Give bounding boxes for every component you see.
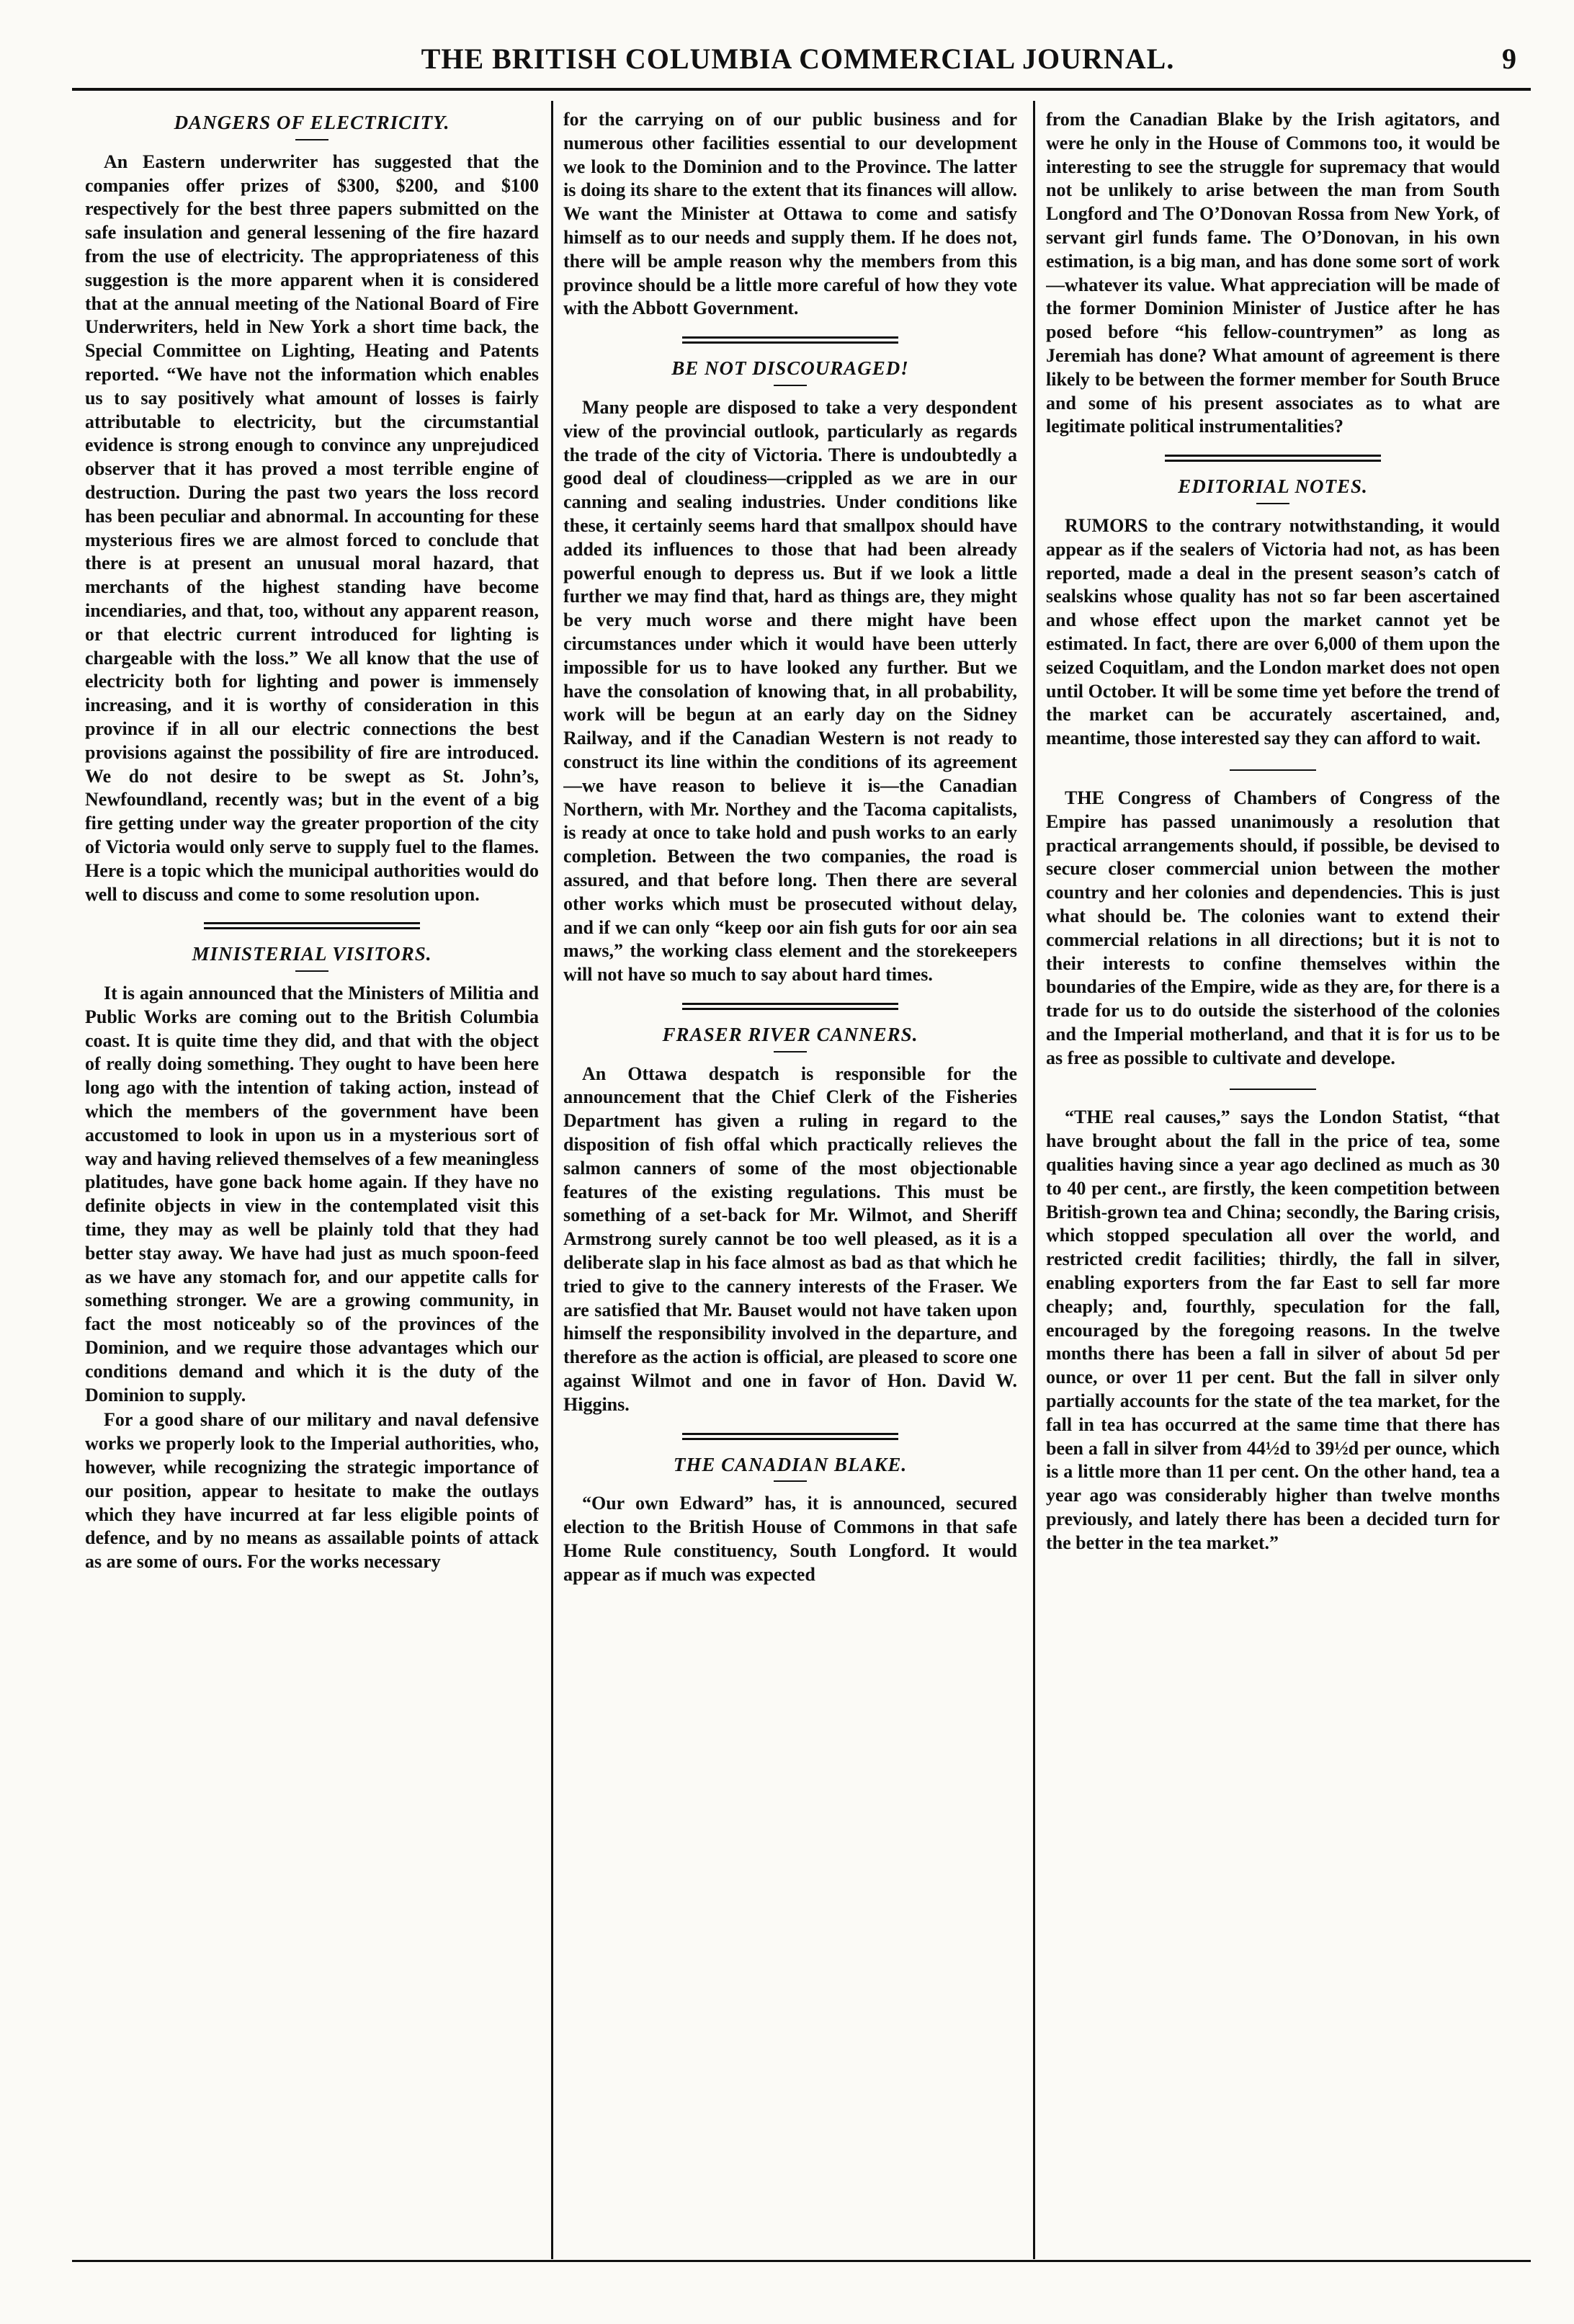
column-2 bbox=[563, 108, 1017, 2245]
editorial-note-3: “THE real causes,” says the London Statist, “that have brought about the fall in the price of tea, some qualities having since a year ago declined as much as 30 to 40 per cent., are firstly, the keen competition between British-grown tea and China; secondly, the Baring crisis, which stopped speculation all over the world, and restricted credit facilities; thirdly, the fall in silver, enabling exporters from the far East to sell far more cheaply; and, fourthly, speculation for the fall, encouraged by the foregoing reasons. In the twelve months there has been a fall in silver of about 5d per ounce, or over 11 per cent. But the fall in silver only partially accounts for the state of the tea market, for the fall in tea has occurred at the same time that there has been a fall in silver from 44½d to 39½d per ounce, which is a little more than 11 per cent. On the other hand, tea a year ago was considerably higher than twelve months previously, and lately there has been a decided turn for the better in the tea market.” bbox=[1046, 1107, 1500, 1553]
note-separator bbox=[1230, 769, 1316, 771]
heading-dash bbox=[1256, 503, 1289, 504]
article-separator bbox=[204, 922, 420, 929]
heading-be-not-discouraged: BE NOT DISCOURAGED! bbox=[671, 357, 909, 380]
heading-dash bbox=[774, 385, 807, 386]
column-divider-1 bbox=[551, 101, 553, 2259]
journal-title: THE BRITISH COLUMBIA COMMERCIAL JOURNAL. bbox=[421, 43, 1175, 75]
article-discouraged-body: Many people are disposed to take a very despondent view of the provincial outlook, particularly as regards the trade of the city of Victoria. There is undoubtedly a good deal of cloudiness—crippled as we are in our canning and sealing industries. Under conditions like these, it certainly seems hard that smallpox should have added its influences to those that had been already powerful enough to depress us. But if we look a little further we may find that, hard as things are, they might be very much worse and there might have been circumstances under which it would have been utterly impossible for us to have looked any further. But we have the consolation of knowing that, in all probability, work will be begun at an early day on the Sidney Railway, and if the Canadian Western is not ready to construct its line within the conditions of its agreement—we have reason to believe it is—the Canadian Northern, with Mr. Northey and the Tacoma capitalists, is ready at once to take hold and push works to an early completion. Between the two companies, the road is assured, and that before long. Then there are several other works which must be prosecuted without delay, and if we can only “keep oor ain fish guts for oor ain sea maws,” the working class element and the storekeepers will not have so much to say about hard times. bbox=[563, 396, 1017, 986]
heading-the-canadian-blake: THE CANADIAN BLAKE. bbox=[673, 1453, 908, 1475]
article-separator bbox=[1165, 455, 1381, 462]
heading-fraser-river-canners: FRASER RIVER CANNERS. bbox=[662, 1023, 918, 1045]
heading-dangers-of-electricity: DANGERS OF ELECTRICITY. bbox=[174, 112, 450, 133]
article-blake-paragraph-1: “Our own Edward” has, it is announced, secured election to the British House of Commons in that safe Home Rule constituency, South Longford. It would appear as if much was expected bbox=[563, 1493, 1017, 1585]
article-separator bbox=[682, 1003, 898, 1010]
masthead bbox=[72, 42, 1524, 92]
article-separator bbox=[682, 1433, 898, 1440]
heading-dash bbox=[295, 139, 328, 140]
article-ministerial-paragraph-1: It is again announced that the Ministers of Militia and Public Works are coming out to the British Columbia coast. It is quite time they did, and that with the object of really doing something. They ought to have been here long ago with the intention of taking action, instead of which the members of the government have been accustomed to look in upon us in a mysterious sort of way and having relieved themselves of a few meaningless platitudes, have gone back home again. If they have no definite objects in view in the contemplated visit this time, they may as well be plainly told that they had better stay away. We have had just as much spoon-feed as we have any stomach for, and our appetite calls for something stronger. We are a growing community, in fact the most noticeably so of the provinces of the Dominion, and we require those advantages which our conditions demand and which it is the duty of the Dominion to supply. bbox=[85, 983, 539, 1405]
article-ministerial-paragraph-2: For a good share of our military and naval defensive works we properly look to the Imperial authorities, who, however, while recognizing the strategic importance of our position, appear to hesitate to make the outlays which they have incurred at far less eligible points of defence, and by no means as assailable points of attack as are some of ours. For the works necessary bbox=[85, 1409, 539, 1573]
article-separator bbox=[682, 336, 898, 344]
masthead-rule bbox=[72, 88, 1531, 91]
note-separator bbox=[1230, 1089, 1316, 1090]
column-3 bbox=[1046, 108, 1500, 2245]
article-ministerial-continuation: for the carrying on of our public business and for numerous other facilities essential to our development we look to the Dominion and to the Province. The latter is doing its share to the extent that its finances will allow. We want the Minister at Ottawa to come and satisfy himself as to our needs and supply them. If he does not, there will be ample reason why the members from this province should be a little more careful of how they vote with the Abbott Government. bbox=[563, 109, 1017, 319]
heading-dash bbox=[295, 970, 328, 972]
editorial-note-2: THE Congress of Chambers of Congress of the Empire has passed unanimously a resolution that practical arrangements should, if possible, be devised to secure closer commercial union between the mother country and her colonies and dependencies. This is just what should be. The colonies want to extend their commercial relations in all directions; but it is not to their interests to confine themselves within the boundaries of the Empire, wide as they are, for there is a trade for us to do outside the sisterhood of the colonies and the Imperial motherland, and that it is for us to be as free as possible to cultivate and develope. bbox=[1046, 787, 1500, 1068]
heading-editorial-notes: EDITORIAL NOTES. bbox=[1178, 475, 1368, 498]
heading-ministerial-visitors: MINISTERIAL VISITORS. bbox=[192, 943, 432, 965]
editorial-note-1: RUMORS to the contrary notwithstanding, it would appear as if the sealers of Victoria had not, as has been reported, made a deal in the present season’s catch of sealskins whose quality has not so far been ascertained and whose effect upon the market cannot yet be estimated. In fact, there are over 6,000 of them upon the seized Coquitlam, and the London market does not open until October. It will be some time yet before the trend of the market can be accurately ascertained, and, meantime, those interested say they can afford to wait. bbox=[1046, 514, 1500, 749]
bottom-rule bbox=[72, 2260, 1531, 2262]
heading-dash bbox=[774, 1480, 807, 1482]
article-blake-continuation: from the Canadian Blake by the Irish agitators, and were he only in the House of Commons too, it would be interesting to see the struggle for supremacy that would not be unlikely to arise between the man from South Longford and The O’Donovan Rossa from New York, of servant girl funds fame. The O’Donovan, in his own estimation, is a big man, and has done some sort of work—whatever its value. What appreciation will be made of the former Dominion Minister of Justice after he has posed before “his fellow-countrymen” as long as Jeremiah has done? What amount of agreement is there likely to be between the former member for South Bruce and some of his present associates as to what are legitimate political instrumentalities? bbox=[1046, 109, 1500, 437]
article-dangers-body: An Eastern underwriter has suggested that the companies offer prizes of $300, $200, and $100 respectively for the best three papers submitted on the safe insulation and general lessening of the fire hazard from the use of electricity. The appropriateness of this suggestion is the more apparent when it is considered that at the annual meeting of the National Board of Fire Underwriters, held in New York a short time back, the Special Committee on Lighting, Heating and Patents reported. “We have not the information which enables us to say positively what amount of losses is fairly attributable to electricity, but the circumstantial evidence is strong enough to convince any unprejudiced observer that it has proved a most terrible engine of destruction. During the past two years the loss record has been peculiar and abnormal. In accounting for these mysterious fires we are almost forced to conclude that there is at present an unusual moral hazard, that merchants of the highest standing have become incendiaries, and that, too, without any apparent reason, or that electric current introduced for lighting is chargeable with the loss.” We all know that the use of electricity both for lighting and power is immensely increasing, and it is worthy of consideration in this province if in all our electric connections the best provisions against the possibility of fire are introduced. We do not desire to be swept as St. John’s, Newfoundland, recently was; but in the event of a big fire getting under way the greater proportion of the city of Victoria would only serve to supply fuel to the flames. Here is a topic which the municipal authorities would do well to discuss and come to some resolution upon. bbox=[85, 151, 539, 905]
column-1 bbox=[85, 108, 539, 2245]
heading-dash bbox=[774, 1051, 807, 1052]
article-fraser-body: An Ottawa despatch is responsible for the announcement that the Chief Clerk of the Fisheries Department has given a ruling in regard to the disposition of fish offal which practically relieves the salmon canners of some of the most objectionable features of the existing regulations. This must be something of a set-back for Mr. Wilmot, and Sheriff Armstrong surely cannot be too well pleased, as it is a deliberate slap in his face almost as bad as that which he tried to give to the cannery interests of the Fraser. We are satisfied that Mr. Bauset would not have taken upon himself the responsibility involved in the departure, and therefore as the action is official, are pleased to score one against Wilmot and one in favor of Hon. David W. Higgins. bbox=[563, 1063, 1017, 1415]
column-divider-2 bbox=[1033, 101, 1035, 2259]
page-number: 9 bbox=[1502, 43, 1516, 75]
